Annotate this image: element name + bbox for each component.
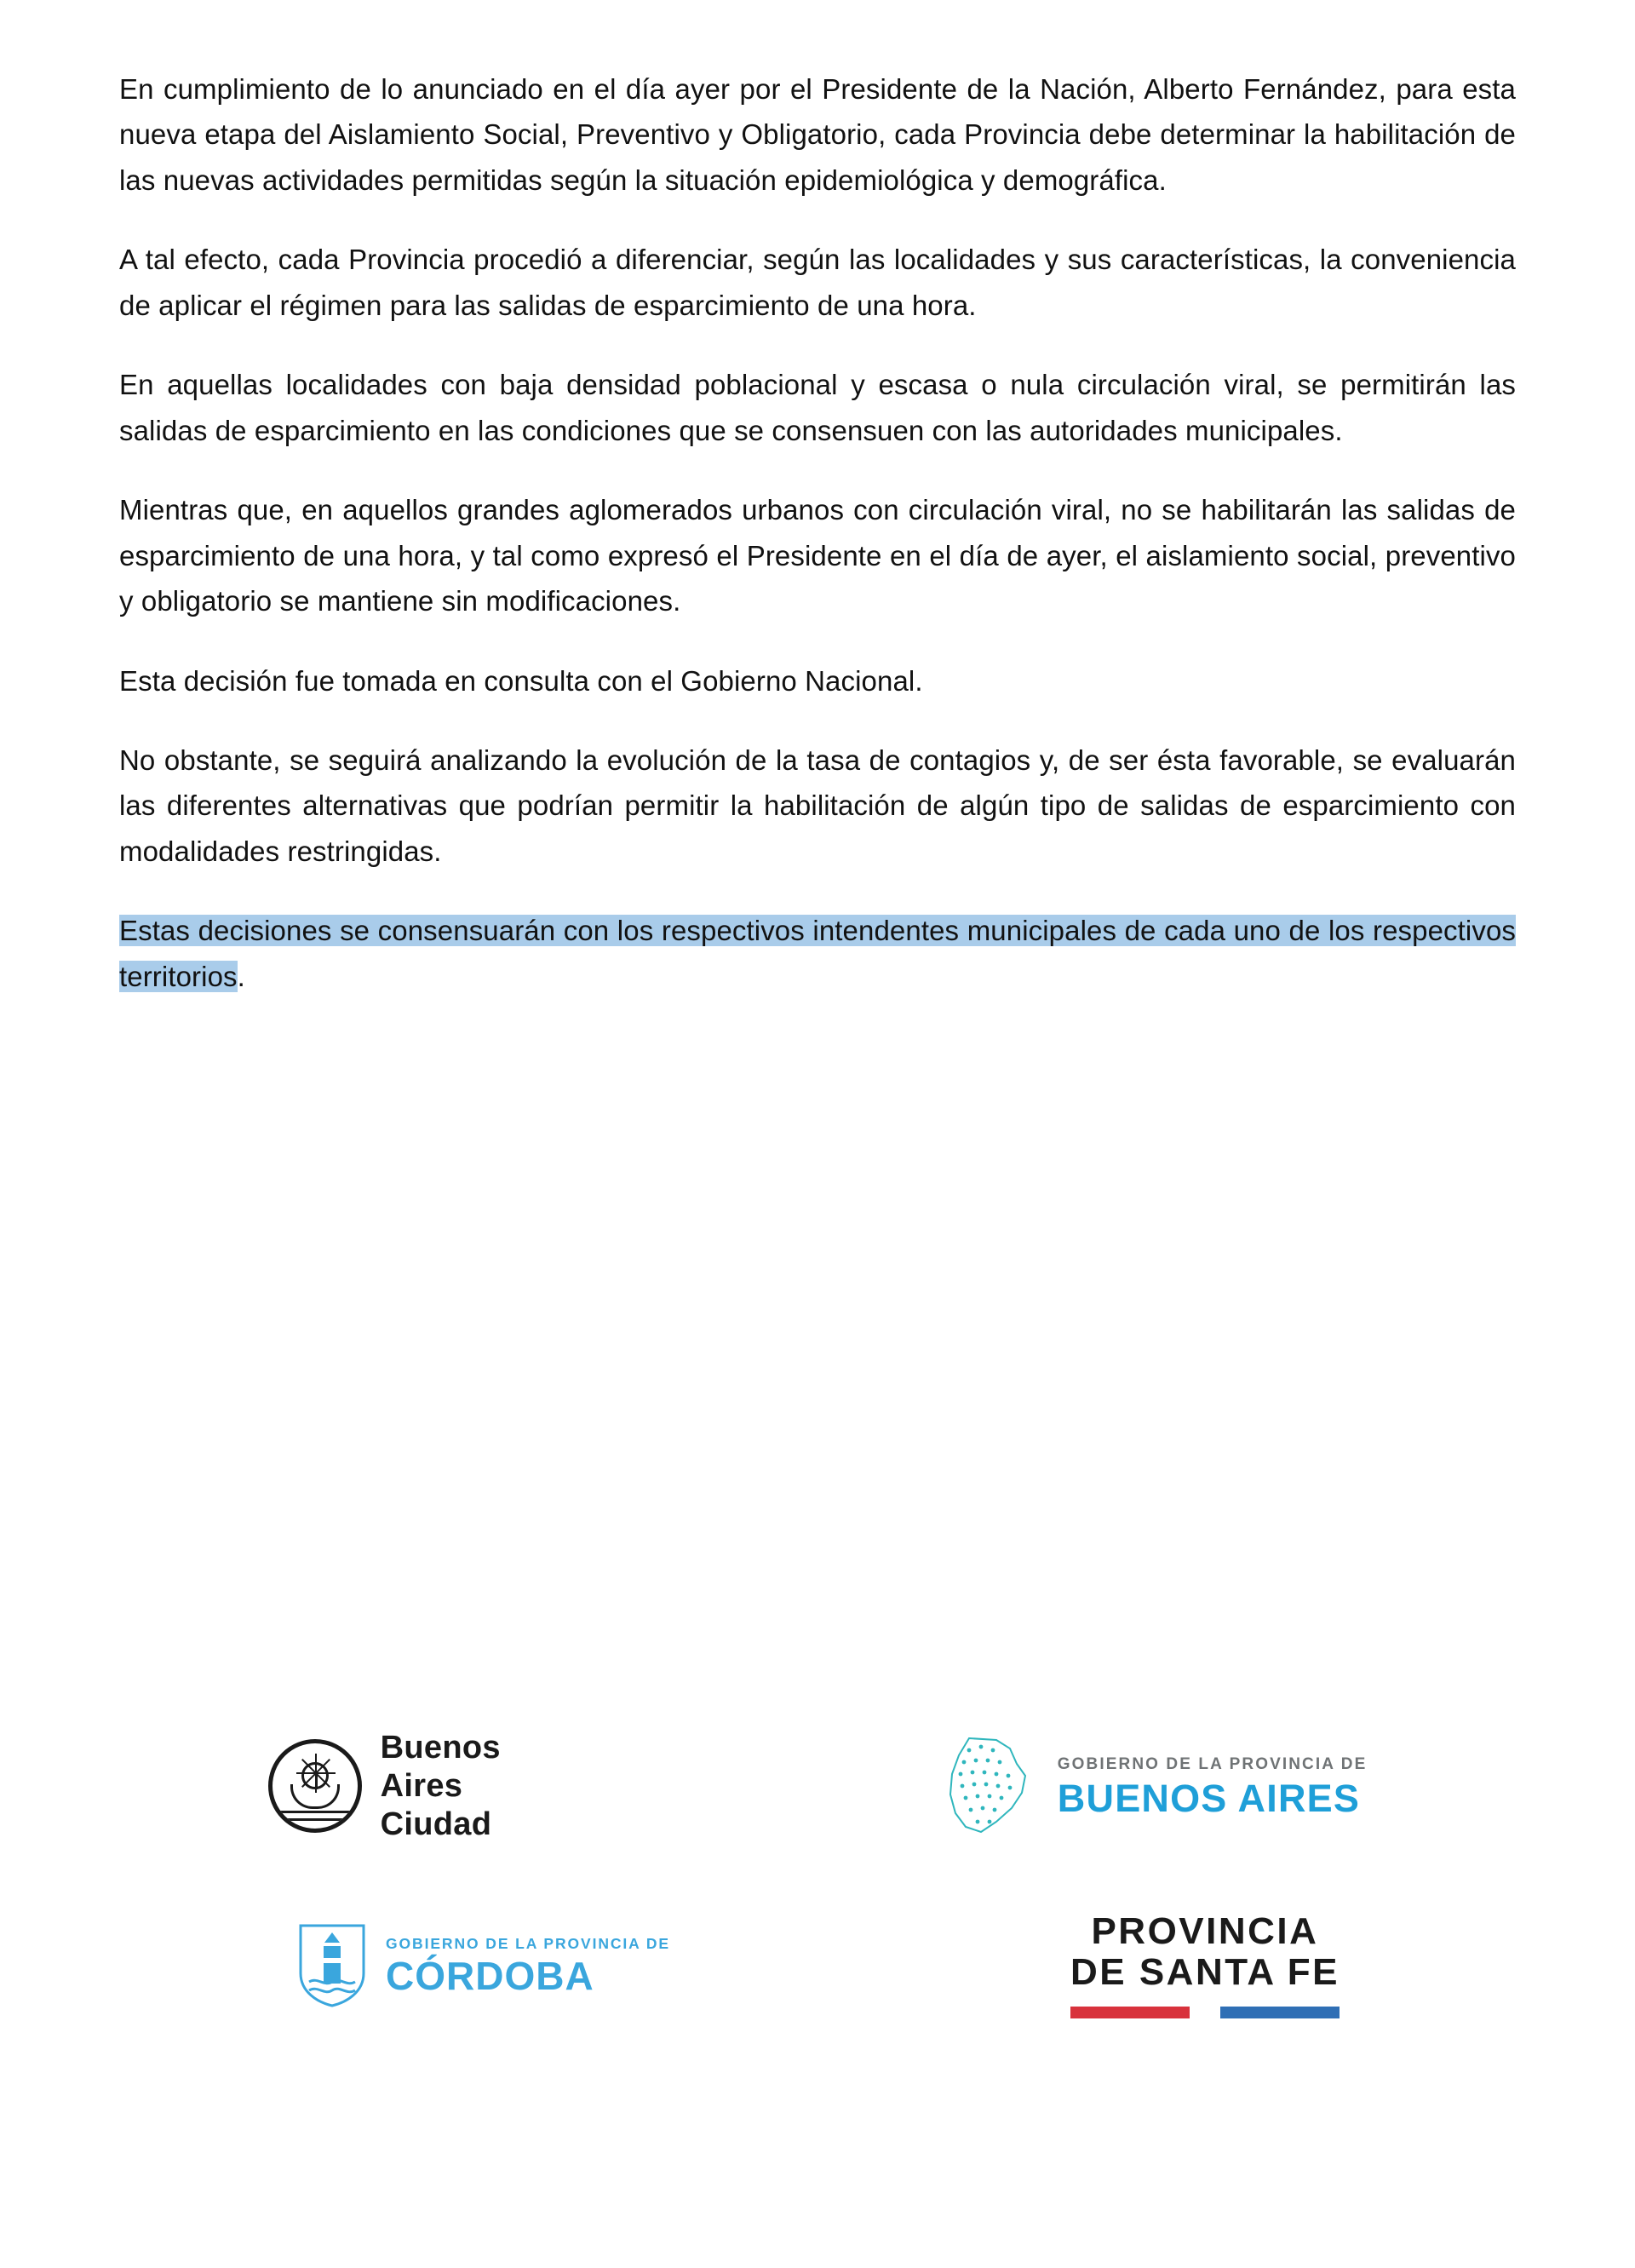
highlight-trailing-text: .: [237, 960, 245, 992]
logo-santa-fe: [1070, 1911, 1340, 2018]
cordoba-shield-icon: [295, 1921, 369, 2009]
logo-row-top: [0, 1712, 1635, 1843]
logo-line-2: Aires: [380, 1767, 463, 1804]
paragraph: En cumplimiento de lo anunciado en el día ayer por el Presidente de la Nación, Alberto Fernández, para esta nueva etapa del Aislamiento Social, Preventivo y Obligatorio, cada Provincia debe determinar la habilitación de las nuevas actividades permitidas según la situación epidemiológica y demográfica.: [119, 73, 1516, 196]
flag-bar-red: [1070, 2007, 1190, 2018]
text-highlight: Estas decisiones se consensuarán con los respectivos intendentes municipales de cada uno de los respectivos territorios: [119, 915, 1516, 992]
logo-row-bottom: [0, 1843, 1635, 2018]
paragraph: No obstante, se seguirá analizando la evolución de la tasa de contagios y, de ser ésta favorable, se evaluarán las diferentes alternativas que podrían permitir la habilitación de algún tipo de salidas de esparcimiento con modalidades restringidas.: [119, 744, 1516, 867]
logo-line-3: Ciudad: [380, 1806, 492, 1842]
logo-cordoba: [295, 1921, 670, 2009]
city-seal-icon: [268, 1739, 362, 1833]
paragraph: Esta decisión fue tomada en consulta con el Gobierno Nacional.: [119, 664, 923, 697]
province-map-icon: [944, 1735, 1036, 1837]
paragraph: En aquellas localidades con baja densidad poblacional y escasa o nula circulación viral, se permitirán las salidas de esparcimiento en las condiciones que se consensuen con las autoridades municipales.: [119, 369, 1516, 446]
paragraph: Mientras que, en aquellos grandes aglomerados urbanos con circulación viral, no se habilitarán las salidas de esparcimiento de una hora, y tal como expresó el Presidente en el día de ayer, el aislamiento social, preventivo y obligatorio se mantiene sin modificaciones.: [119, 494, 1516, 617]
logo-title: BUENOS AIRES: [1057, 1776, 1361, 1820]
document-body: [119, 66, 1516, 999]
logo-buenos-aires-ciudad: [268, 1729, 501, 1843]
logo-provincia-buenos-aires-text: [1057, 1754, 1368, 1820]
logo-provincia-buenos-aires: [944, 1735, 1368, 1837]
logo-line-2: DE SANTA FE: [1070, 1951, 1340, 1993]
logo-cordoba-text: [386, 1934, 670, 1998]
paragraph: A tal efecto, cada Provincia procedió a diferenciar, según las localidades y sus características, la conveniencia de aplicar el régimen para las salidas de esparcimiento de una hora.: [119, 244, 1516, 321]
logo-title: CÓRDOBA: [386, 1953, 594, 1998]
logo-subtitle: GOBIERNO DE LA PROVINCIA DE: [1057, 1754, 1368, 1773]
logo-buenos-aires-ciudad-text: [381, 1729, 501, 1843]
logo-subtitle: GOBIERNO DE LA PROVINCIA DE: [386, 1934, 670, 1952]
highlighted-paragraph: [119, 908, 1516, 999]
logo-section: [0, 1712, 1635, 2240]
logo-line-1: PROVINCIA: [1091, 1910, 1319, 1953]
logo-line-1: Buenos: [380, 1730, 501, 1766]
flag-bar-blue: [1220, 2007, 1340, 2018]
santa-fe-flag-bars: [1070, 2007, 1340, 2018]
